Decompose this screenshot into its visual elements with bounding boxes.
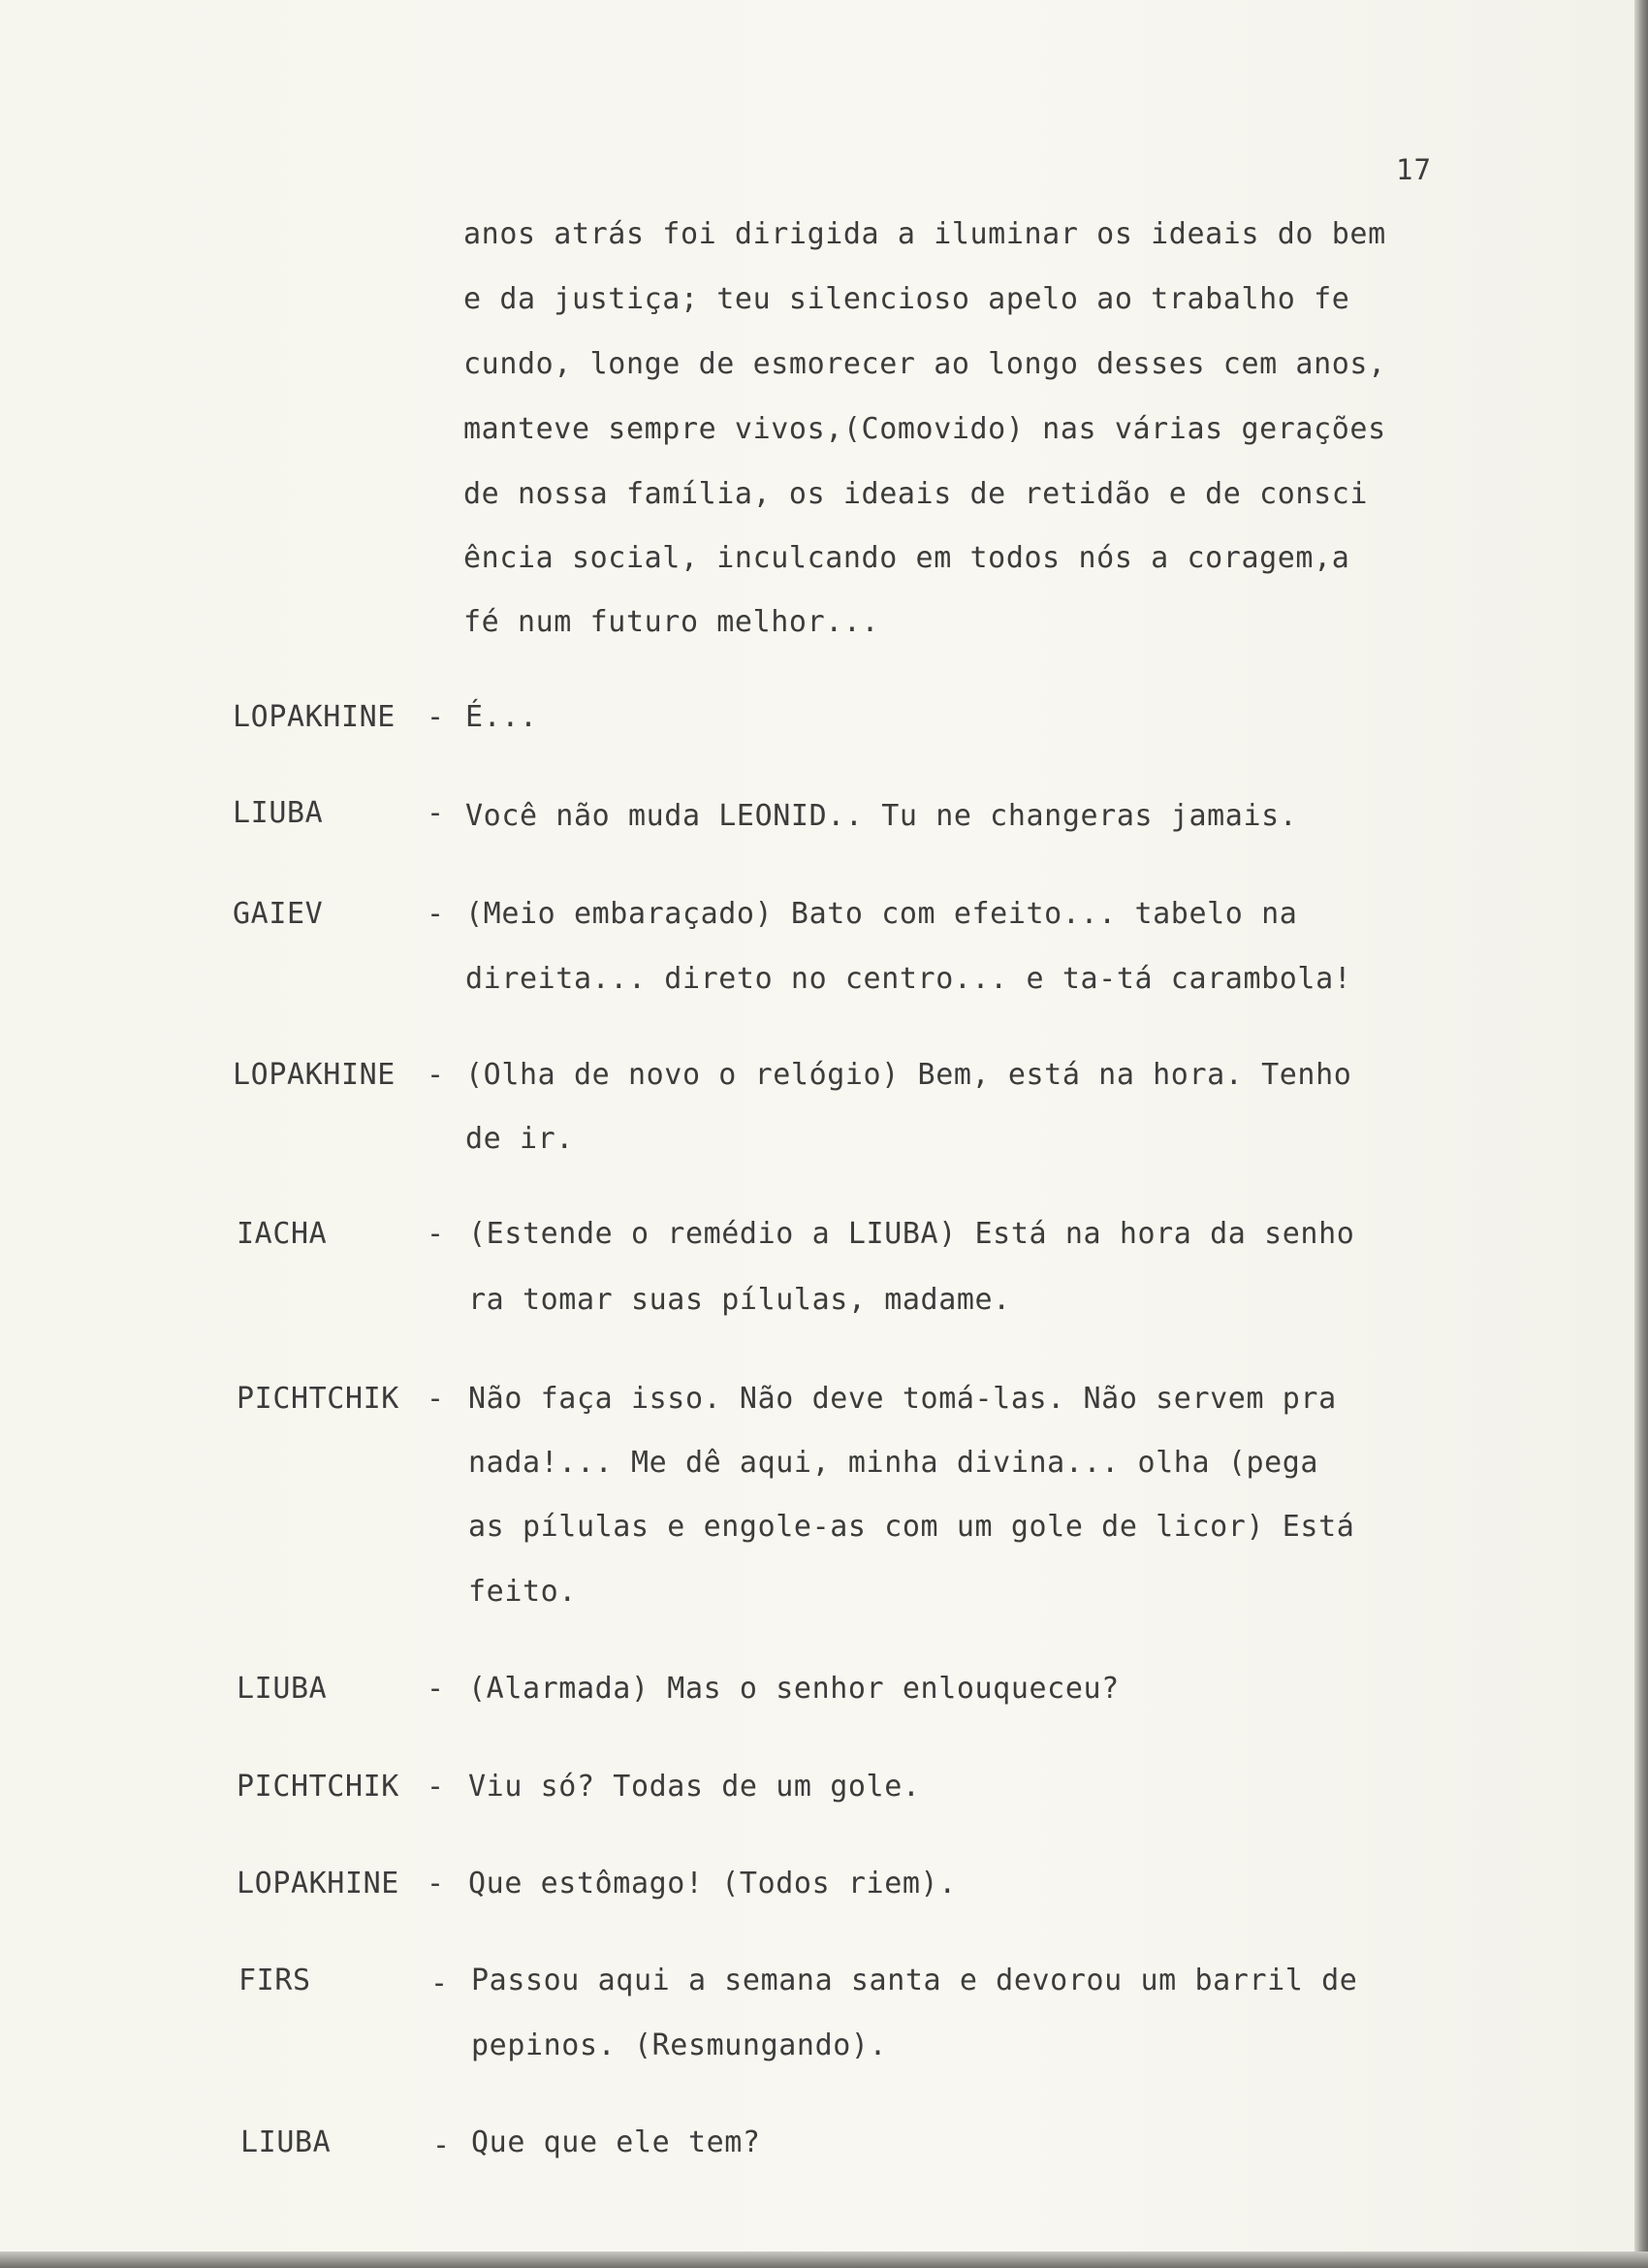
speech-line: ra tomar suas pílulas, madame. (468, 1283, 1011, 1317)
speaker-dash: - (427, 1058, 445, 1092)
speaker-dash: - (427, 1867, 445, 1901)
speaker-name: PICHTCHIK (237, 1382, 399, 1416)
speech-line: feito. (468, 1575, 577, 1609)
speech-line: É... (465, 700, 538, 734)
intro-line: cundo, longe de esmorecer ao longo desses cem anos, (463, 347, 1386, 381)
speech-line: Passou aqui a semana santa e devorou um barril de (471, 1964, 1358, 1997)
speaker-name: LIUBA (240, 2125, 332, 2159)
speaker-name: PICHTCHIK (237, 1770, 399, 1804)
intro-line: fé num futuro melhor... (463, 605, 880, 639)
speaker-dash: - (427, 1672, 445, 1706)
speaker-name: GAIEV (233, 897, 324, 931)
speaker-dash: - (427, 1770, 445, 1804)
speaker-dash: - (427, 796, 445, 830)
scan-bottom-edge (0, 2252, 1648, 2268)
speaker-dash: - (432, 2128, 451, 2162)
speech-line: de ir. (465, 1122, 574, 1156)
speaker-dash: - (427, 1382, 445, 1416)
intro-line: de nossa família, os ideais de retidão e de consci (463, 477, 1369, 511)
speaker-dash: - (430, 1966, 449, 2000)
intro-line: e da justiça; teu silencioso apelo ao trabalho fe (463, 282, 1350, 316)
speech-line: pepinos. (Resmungando). (471, 2028, 888, 2062)
speaker-name: FIRS (238, 1964, 311, 1997)
speech-line: as pílulas e engole-as com um gole de licor) Está (468, 1510, 1355, 1544)
speech-line: (Meio embaraçado) Bato com efeito... tabelo na (465, 897, 1298, 931)
speaker-dash: - (427, 897, 445, 931)
speech-line: (Alarmada) Mas o senhor enlouqueceu? (468, 1672, 1120, 1706)
speech-line: Não faça isso. Não deve tomá-las. Não servem pra (468, 1382, 1337, 1416)
speech-line: Que que ele tem? (471, 2125, 761, 2159)
speech-line: Você não muda LEONID.. Tu ne changeras jamais. (465, 799, 1298, 833)
speaker-dash: - (427, 1217, 445, 1251)
scan-right-edge (1634, 0, 1648, 2268)
speech-line: nada!... Me dê aqui, minha divina... olha (pega (468, 1446, 1319, 1480)
page-number: 17 (1396, 153, 1432, 186)
speaker-name: LOPAKHINE (237, 1867, 399, 1901)
speech-line: (Estende o remédio a LIUBA) Está na hora da senho (468, 1217, 1355, 1251)
speaker-dash: - (427, 700, 445, 734)
speaker-name: LOPAKHINE (233, 700, 396, 734)
intro-line: manteve sempre vivos,(Comovido) nas várias gerações (463, 412, 1386, 446)
speaker-name: LIUBA (233, 796, 324, 830)
speech-line: direita... direto no centro... e ta-tá carambola! (465, 962, 1352, 996)
speech-line: Que estômago! (Todos riem). (468, 1867, 957, 1901)
intro-line: ência social, inculcando em todos nós a coragem,a (463, 541, 1350, 575)
speaker-name: LOPAKHINE (233, 1058, 396, 1092)
speech-line: Viu só? Todas de um gole. (468, 1770, 921, 1804)
intro-line: anos atrás foi dirigida a iluminar os ideais do bem (463, 217, 1386, 251)
speaker-name: IACHA (237, 1217, 328, 1251)
speech-line: (Olha de novo o relógio) Bem, está na hora. Tenho (465, 1058, 1352, 1092)
speaker-name: LIUBA (237, 1672, 328, 1706)
